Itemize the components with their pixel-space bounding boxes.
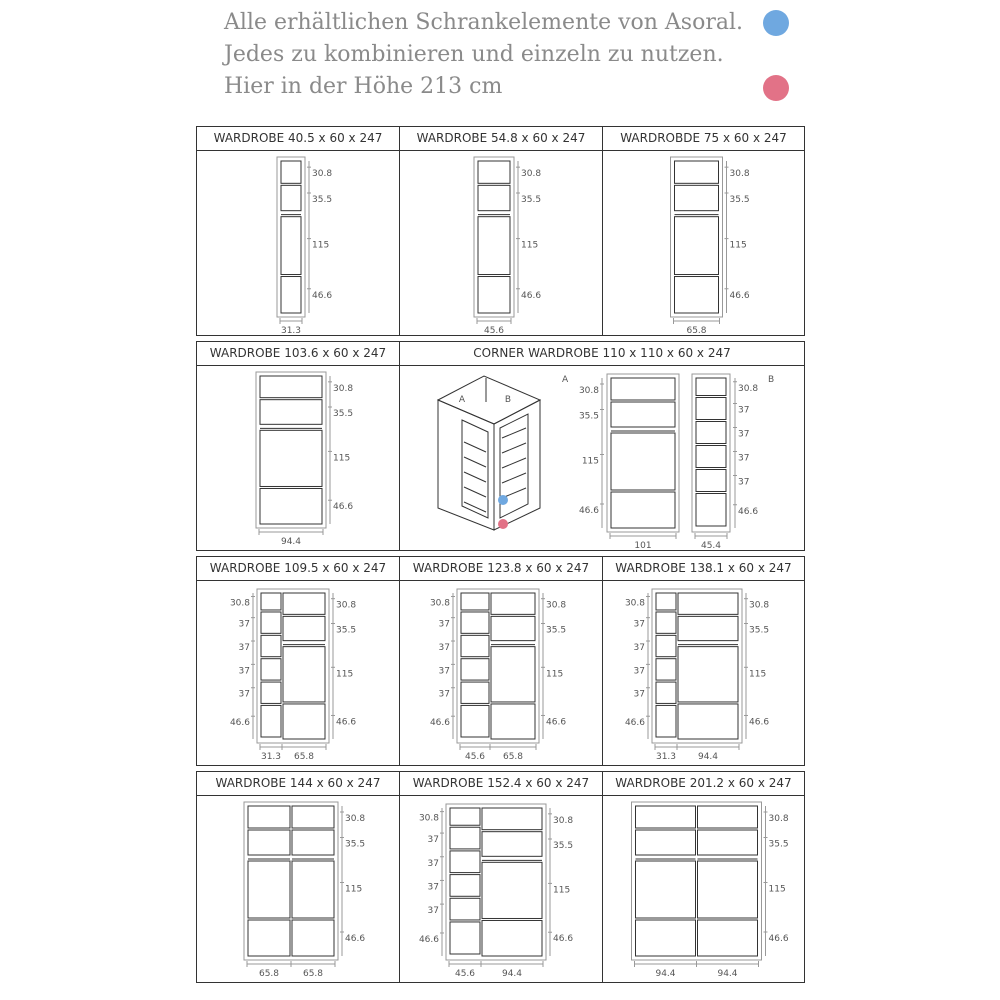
compartment-hanging <box>698 861 758 918</box>
dimension-label: 46.6 <box>624 718 645 729</box>
shelf-compartment <box>656 635 676 656</box>
compartment-upper <box>292 830 334 855</box>
compartment-bottom <box>482 920 542 956</box>
compartment-bottom <box>283 704 325 739</box>
wardrobe-cell-152-4 <box>399 771 603 983</box>
carcass-frame <box>244 802 338 960</box>
compartment-hanging <box>478 217 510 275</box>
dimension-label: 46.6 <box>553 934 574 945</box>
compartment-top <box>678 593 738 614</box>
width-label: 94.4 <box>697 752 719 762</box>
corner-shelf-line <box>464 472 486 482</box>
dimension-label: 115 <box>553 885 571 896</box>
shelf-compartment <box>261 705 281 737</box>
shelf-compartment <box>656 682 676 703</box>
dimension-label: 37 <box>438 619 450 630</box>
dimension-label: 37 <box>633 666 645 677</box>
dimension-label: 46.6 <box>336 717 357 728</box>
dimension-label: 46.6 <box>521 290 542 301</box>
wardrobe-title: WARDROBE 54.8 x 60 x 247 <box>400 127 602 151</box>
compartment-bottom <box>281 277 301 313</box>
dimension-label: 30.8 <box>333 383 354 394</box>
shelf-compartment <box>696 470 726 492</box>
wardrobe-title: CORNER WARDROBE 110 x 110 x 60 x 247 <box>400 342 804 366</box>
corner-wardrobe-cell <box>399 341 805 551</box>
wardrobe-cell-123-8 <box>399 556 603 766</box>
corner-shelf-line <box>464 487 486 497</box>
intro-line-2: Jedes zu kombinieren und einzeln zu nutzen. <box>224 42 724 67</box>
width-label: 94.4 <box>501 969 523 979</box>
wardrobe-title: WARDROBE 103.6 x 60 x 247 <box>197 342 399 366</box>
dimension-label: 35.5 <box>729 195 750 205</box>
dimension-label: 115 <box>729 240 747 251</box>
shelf-compartment <box>261 593 281 610</box>
compartment-hanging <box>260 430 322 486</box>
wardrobe-drawing <box>197 557 401 767</box>
corner-shelf-line <box>464 502 486 512</box>
dimension-label: 46.6 <box>768 934 789 944</box>
shelf-compartment <box>656 659 676 680</box>
dimension-label: 30.8 <box>624 598 645 609</box>
wardrobe-drawing <box>197 772 401 984</box>
corner-shelf-line <box>464 457 486 467</box>
dimension-label: 37 <box>238 643 250 654</box>
compartment-upper <box>478 185 510 210</box>
compartment-bottom <box>611 492 675 528</box>
dimension-label: 37 <box>633 619 645 630</box>
width-label: 65.8 <box>686 326 707 336</box>
compartment-hanging <box>292 861 334 918</box>
dimension-label: 30.8 <box>553 815 574 826</box>
shelf-compartment <box>450 922 480 954</box>
corner-part-b-label: B <box>504 395 512 405</box>
width-label: 45.6 <box>454 969 476 979</box>
corner-part-b-label: B <box>768 375 775 385</box>
shelf-compartment <box>261 612 281 633</box>
dimension-label: 37 <box>633 643 645 654</box>
dimension-label: 35.5 <box>578 411 599 422</box>
dimension-label: 30.8 <box>768 814 789 824</box>
dimension-label: 46.6 <box>345 934 366 944</box>
dimension-label: 46.6 <box>229 718 250 729</box>
compartment-upper <box>636 830 696 855</box>
shelf-compartment <box>261 635 281 656</box>
dimension-label: 35.5 <box>553 841 574 851</box>
corner-left-face <box>438 400 494 530</box>
dimension-label: 35.5 <box>336 625 357 636</box>
dimension-label: 46.6 <box>546 717 567 728</box>
wardrobe-title: WARDROBE 138.1 x 60 x 247 <box>603 557 804 581</box>
dimension-label: 37 <box>738 477 750 488</box>
dimension-label: 35.5 <box>345 839 366 850</box>
dimension-label: 35.5 <box>768 839 789 850</box>
dimension-label: 46.6 <box>312 290 333 301</box>
width-label: 65.8 <box>293 752 315 762</box>
compartment-hanging <box>482 862 542 918</box>
compartment-top <box>491 593 535 614</box>
dimension-label: 37 <box>238 619 250 630</box>
shelf-compartment <box>696 446 726 468</box>
compartment-hanging <box>248 861 290 918</box>
dimension-label: 30.8 <box>345 814 366 824</box>
width-label: 101 <box>634 541 652 551</box>
corner-part-a-label: A <box>458 395 466 405</box>
compartment-top <box>478 161 510 183</box>
shelf-compartment <box>261 659 281 680</box>
shelf-compartment <box>461 612 489 633</box>
wardrobe-title: WARDROBE 109.5 x 60 x 247 <box>197 557 399 581</box>
shelf-compartment <box>450 898 480 920</box>
corner-part-a-label: A <box>562 375 569 385</box>
dimension-label: 35.5 <box>749 625 770 636</box>
corner-shelf-line <box>464 442 486 452</box>
wardrobe-title: WARDROBE 201.2 x 60 x 247 <box>603 772 804 796</box>
dimension-label: 30.8 <box>729 169 750 180</box>
width-label: 31.3 <box>260 752 282 762</box>
compartment-hanging <box>636 861 696 918</box>
compartment-bottom <box>292 920 334 956</box>
dimension-label: 30.8 <box>336 600 357 611</box>
carcass-frame <box>256 372 326 528</box>
dimension-label: 37 <box>738 453 750 464</box>
width-label: 45.4 <box>700 541 722 551</box>
compartment-upper <box>698 830 758 855</box>
width-label: 65.8 <box>502 752 524 762</box>
compartment-bottom <box>675 277 719 313</box>
dimension-label: 35.5 <box>546 625 567 636</box>
compartment-upper <box>482 832 542 857</box>
compartment-bottom <box>248 920 290 956</box>
dimension-label: 115 <box>336 669 354 680</box>
corner-shelf-line <box>502 443 526 453</box>
dimension-label: 37 <box>438 643 450 654</box>
width-label: 94.4 <box>717 969 738 979</box>
intro-line-3: Hier in der Höhe 213 cm <box>224 74 503 99</box>
compartment-top <box>260 376 322 398</box>
dimension-label: 46.6 <box>333 502 354 513</box>
shelf-compartment <box>450 851 480 873</box>
corner-shelf-line <box>502 458 526 468</box>
compartment-bottom <box>491 704 535 739</box>
dimension-label: 37 <box>238 689 250 700</box>
wardrobe-cell-54-8 <box>399 126 603 336</box>
wardrobe-cell-138-1 <box>602 556 805 766</box>
compartment-top <box>636 806 696 828</box>
width-label: 31.3 <box>280 326 302 336</box>
shelf-compartment <box>461 659 489 680</box>
compartment-bottom <box>678 704 738 739</box>
dimension-label: 30.8 <box>429 598 450 609</box>
dimension-label: 115 <box>312 240 330 251</box>
dimension-label: 115 <box>768 884 786 895</box>
dimension-label: 115 <box>345 884 363 895</box>
dimension-label: 37 <box>633 689 645 700</box>
wardrobe-cell-40-5 <box>196 126 400 336</box>
shelf-compartment <box>461 682 489 703</box>
dimension-label: 46.6 <box>418 934 439 945</box>
shelf-compartment <box>461 635 489 656</box>
compartment-hanging <box>283 647 325 702</box>
blue-dot-marker <box>498 495 508 505</box>
compartment-bottom <box>636 920 696 956</box>
dimension-label: 115 <box>521 240 539 251</box>
dimension-label: 30.8 <box>738 383 759 394</box>
width-label: 45.6 <box>464 752 486 762</box>
shelf-compartment <box>461 593 489 610</box>
corner-shelf-line <box>502 473 526 483</box>
dimension-label: 37 <box>438 689 450 700</box>
dimension-label: 30.8 <box>418 813 439 824</box>
compartment-hanging <box>281 217 301 275</box>
dimension-label: 37 <box>427 858 439 869</box>
corner-shelf-line <box>502 428 526 438</box>
wardrobe-cell-201-2 <box>602 771 805 983</box>
compartment-top <box>248 806 290 828</box>
corner-wardrobe-drawing <box>400 342 806 552</box>
red-dot-marker <box>498 519 508 529</box>
compartment-bottom <box>698 920 758 956</box>
wardrobe-drawing <box>400 557 604 767</box>
compartment-hanging <box>491 647 535 702</box>
dimension-label: 46.6 <box>729 290 750 301</box>
compartment-upper <box>611 402 675 427</box>
dimension-label: 30.8 <box>312 169 333 180</box>
shelf-compartment <box>696 494 726 527</box>
carcass-frame <box>632 802 762 960</box>
compartment-upper <box>675 185 719 210</box>
wardrobe-title: WARDROBE 40.5 x 60 x 247 <box>197 127 399 151</box>
dimension-label: 37 <box>738 405 750 416</box>
dimension-label: 115 <box>581 456 599 467</box>
width-label: 94.4 <box>655 969 676 979</box>
carcass-frame <box>607 374 679 532</box>
width-label: 65.8 <box>258 969 280 979</box>
dimension-label: 46.6 <box>429 718 450 729</box>
shelf-compartment <box>461 705 489 737</box>
dimension-label: 37 <box>427 835 439 846</box>
dimension-label: 35.5 <box>333 409 354 419</box>
wardrobe-drawing <box>400 772 604 984</box>
dimension-label: 115 <box>546 669 564 680</box>
wardrobe-title: WARDROBE 123.8 x 60 x 247 <box>400 557 602 581</box>
shelf-compartment <box>696 422 726 444</box>
compartment-top <box>698 806 758 828</box>
compartment-top <box>611 378 675 400</box>
compartment-upper <box>260 400 322 425</box>
compartment-bottom <box>478 277 510 313</box>
shelf-compartment <box>696 398 726 420</box>
wardrobe-title: WARDROBE 144 x 60 x 247 <box>197 772 399 796</box>
dimension-label: 30.8 <box>749 600 770 611</box>
compartment-hanging <box>675 217 719 275</box>
dimension-label: 35.5 <box>312 195 333 205</box>
compartment-upper <box>281 185 301 210</box>
compartment-bottom <box>260 488 322 524</box>
dimension-label: 115 <box>749 669 767 680</box>
dimension-label: 37 <box>427 906 439 917</box>
compartment-upper <box>283 616 325 640</box>
compartment-top <box>281 161 301 183</box>
compartment-top <box>675 161 719 183</box>
dimension-label: 37 <box>738 429 750 440</box>
dimension-label: 30.8 <box>521 169 542 180</box>
shelf-compartment <box>450 808 480 825</box>
width-label: 94.4 <box>280 537 302 547</box>
compartment-hanging <box>611 433 675 490</box>
shelf-compartment <box>696 378 726 396</box>
blue-dot-marker <box>763 10 789 36</box>
dimension-label: 37 <box>438 666 450 677</box>
dimension-label: 115 <box>333 453 351 464</box>
compartment-top <box>482 808 542 830</box>
dimension-label: 46.6 <box>738 506 759 517</box>
width-label: 65.8 <box>302 969 324 979</box>
compartment-upper <box>678 616 738 640</box>
dimension-label: 30.8 <box>546 600 567 611</box>
shelf-compartment <box>261 682 281 703</box>
dimension-label: 30.8 <box>229 598 250 609</box>
wardrobe-drawing <box>603 557 806 767</box>
wardrobe-cell-75 <box>602 126 805 336</box>
shelf-compartment <box>450 827 480 849</box>
carcass-frame <box>671 157 723 317</box>
wardrobe-drawing <box>197 342 401 552</box>
red-dot-marker <box>763 75 789 101</box>
wardrobe-drawing <box>197 127 401 337</box>
width-label: 31.3 <box>655 752 677 762</box>
shelf-compartment <box>656 593 676 610</box>
compartment-top <box>283 593 325 614</box>
dimension-label: 46.6 <box>578 506 599 516</box>
compartment-hanging <box>678 647 738 702</box>
dimension-label: 37 <box>238 666 250 677</box>
dimension-label: 46.6 <box>749 717 770 728</box>
shelf-compartment <box>656 705 676 737</box>
dimension-label: 30.8 <box>578 386 599 396</box>
wardrobe-cell-103-6 <box>196 341 400 551</box>
dimension-label: 37 <box>427 882 439 893</box>
wardrobe-drawing <box>603 772 806 984</box>
carcass-frame <box>474 157 514 317</box>
wardrobe-title: WARDROBE 152.4 x 60 x 247 <box>400 772 602 796</box>
compartment-upper <box>248 830 290 855</box>
shelf-compartment <box>450 875 480 897</box>
compartment-upper <box>491 616 535 640</box>
dimension-label: 35.5 <box>521 195 542 205</box>
width-label: 45.6 <box>483 326 505 336</box>
shelf-compartment <box>656 612 676 633</box>
corner-top-face <box>438 376 540 424</box>
wardrobe-drawing <box>603 127 806 337</box>
wardrobe-cell-109-5 <box>196 556 400 766</box>
compartment-top <box>292 806 334 828</box>
wardrobe-cell-144 <box>196 771 400 983</box>
wardrobe-drawing <box>400 127 604 337</box>
wardrobe-title: WARDROBDE 75 x 60 x 247 <box>603 127 804 151</box>
intro-line-1: Alle erhältlichen Schrankelemente von Asoral. <box>224 10 744 35</box>
